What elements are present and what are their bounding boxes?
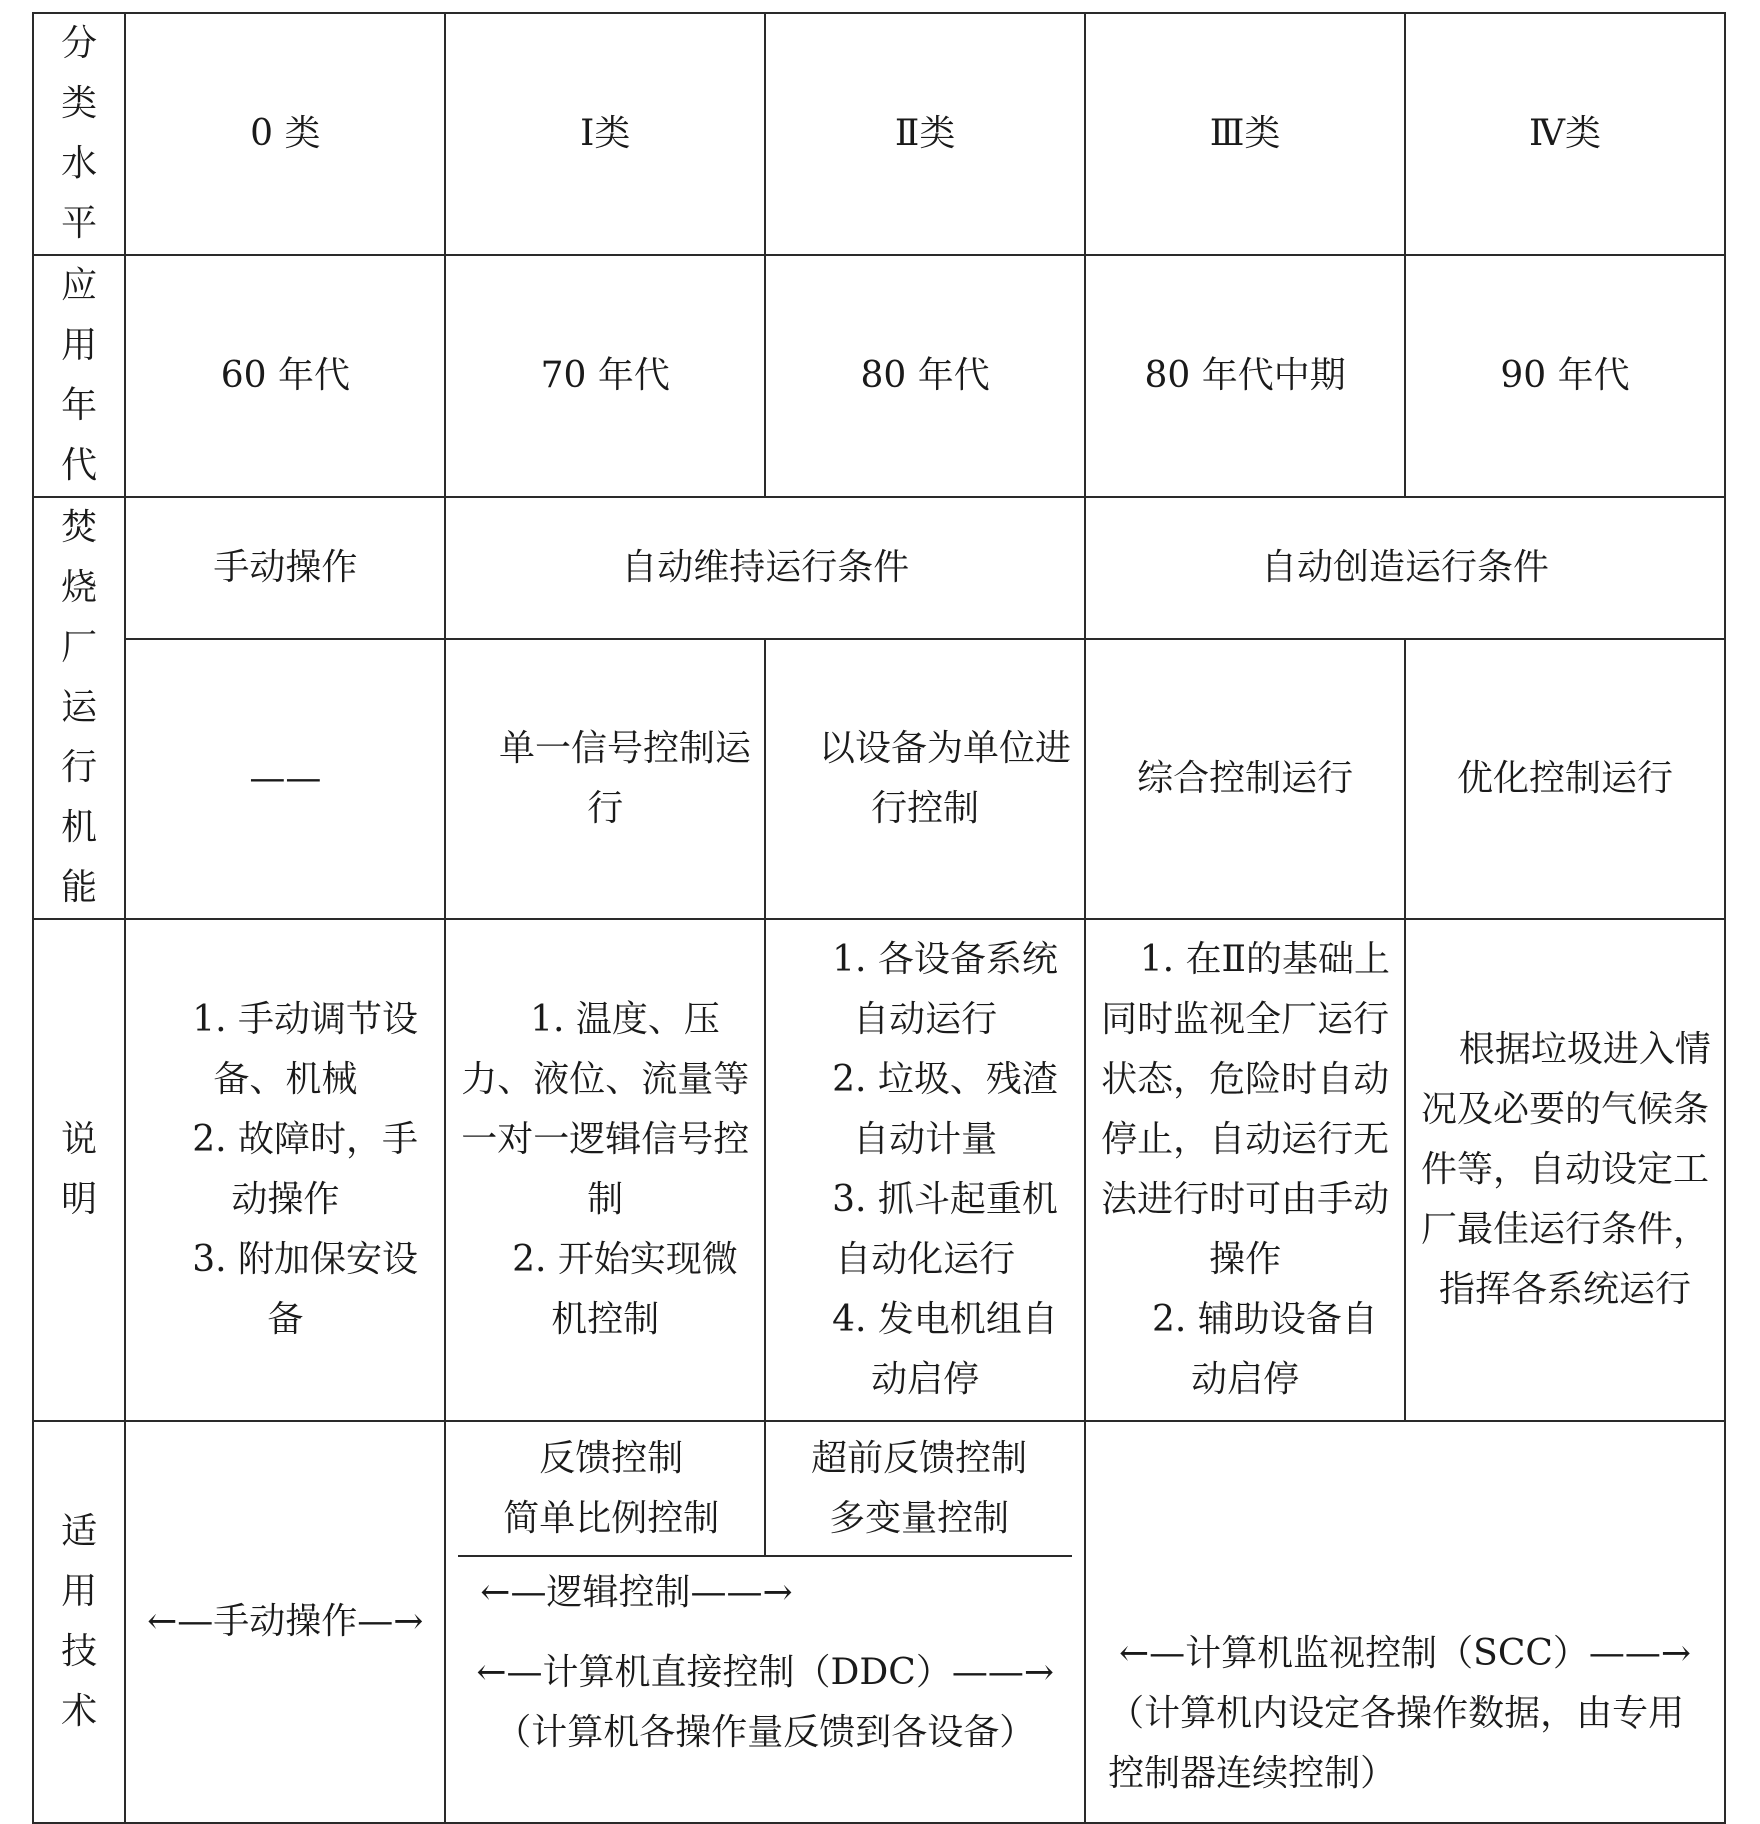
- description-class-2-item-4: 4. 发电机组自动启停: [832, 1299, 1058, 1400]
- technology-class-1-methods: [458, 1422, 765, 1556]
- technology-feedforward-control: 超前反馈控制: [811, 1437, 1028, 1479]
- function-group-auto-maintain: 自动维持运行条件: [445, 497, 1085, 639]
- description-class-3: [1085, 919, 1405, 1421]
- row-label-technology: 适用技术: [33, 1421, 125, 1823]
- function-group-manual: 手动操作: [125, 497, 445, 639]
- row-label-classification: 分类水平: [33, 13, 125, 255]
- description-class-0-item-3: 3. 附加保安设备: [192, 1239, 419, 1340]
- description-class-2-item-2: 2. 垃圾、残渣自动计量: [832, 1059, 1058, 1160]
- class-3-header: Ⅲ类: [1085, 13, 1405, 255]
- function-detail-row: [33, 639, 1725, 919]
- technology-ddc-note: （计算机各操作量反馈到各设备）: [495, 1712, 1036, 1753]
- description-class-0-item-1: 1. 手动调节设备、机械: [192, 999, 419, 1100]
- era-class-0: 60 年代: [125, 255, 445, 497]
- function-detail-class-1: [445, 639, 765, 919]
- technology-multivariable-control: 多变量控制: [829, 1497, 1010, 1539]
- function-detail-class-2: [765, 639, 1085, 919]
- function-group-auto-create: 自动创造运行条件: [1085, 497, 1725, 639]
- incineration-control-classification-table: [32, 12, 1726, 1824]
- technology-ddc-subtable: [458, 1422, 1072, 1822]
- description-row: [33, 919, 1725, 1421]
- technology-manual-text: ←—手动操作—→: [147, 1601, 424, 1642]
- era-class-2: 80 年代: [765, 255, 1085, 497]
- era-class-4: 90 年代: [1405, 255, 1725, 497]
- technology-scc-block: [1085, 1421, 1725, 1823]
- row-label-description: 说明: [33, 919, 125, 1421]
- function-detail-class-4: 优化控制运行: [1405, 639, 1725, 919]
- era-class-1: 70 年代: [445, 255, 765, 497]
- function-detail-class-1-text: 单一信号控制运行: [499, 728, 752, 830]
- technology-scc-title: ←—计算机监视控制（SCC）——→: [1119, 1633, 1692, 1674]
- class-4-header: Ⅳ类: [1405, 13, 1725, 255]
- row-label-function: 焚烧厂运行机能: [33, 497, 125, 919]
- description-class-2: [765, 919, 1085, 1421]
- technology-logic-control: ←—逻辑控制——→: [480, 1572, 793, 1613]
- function-group-row: [33, 497, 1725, 639]
- class-0-header: 0 类: [125, 13, 445, 255]
- description-class-1: [445, 919, 765, 1421]
- technology-simple-proportional-control: 简单比例控制: [503, 1497, 720, 1539]
- technology-scc-note: （计算机内设定各操作数据，由专用控制器连续控制）: [1108, 1693, 1685, 1794]
- description-class-4: [1405, 919, 1725, 1421]
- technology-ddc-title: ←—计算机直接控制（DDC）——→: [476, 1652, 1054, 1693]
- era-row: [33, 255, 1725, 497]
- technology-manual: [125, 1421, 445, 1823]
- description-class-2-item-1: 1. 各设备系统自动运行: [832, 939, 1058, 1040]
- description-class-1-item-1: 1. 温度、压力、液位、流量等一对一逻辑信号控制: [461, 999, 750, 1220]
- technology-logic-ddc: [458, 1556, 1072, 1822]
- description-class-2-item-3: 3. 抓斗起重机自动化运行: [832, 1179, 1058, 1280]
- description-class-3-item-1: 1. 在Ⅱ的基础上同时监视全厂运行状态，危险时自动停止，自动运行无法进行时可由手动操作: [1101, 939, 1391, 1280]
- technology-row: [33, 1421, 1725, 1823]
- class-2-header: Ⅱ类: [765, 13, 1085, 255]
- header-row: [33, 13, 1725, 255]
- description-class-0: [125, 919, 445, 1421]
- technology-feedback-control: 反馈控制: [539, 1437, 684, 1479]
- description-class-3-item-2: 2. 辅助设备自动启停: [1151, 1299, 1378, 1400]
- row-label-era: 应用年代: [33, 255, 125, 497]
- function-detail-class-0: ——: [125, 639, 445, 919]
- technology-class-2-methods: [765, 1422, 1072, 1556]
- class-1-header: Ⅰ类: [445, 13, 765, 255]
- function-detail-class-3: 综合控制运行: [1085, 639, 1405, 919]
- era-class-3: 80 年代中期: [1085, 255, 1405, 497]
- function-detail-class-2-text: 以设备为单位进行控制: [818, 728, 1071, 830]
- technology-ddc-block: [445, 1421, 1085, 1823]
- description-class-0-item-2: 2. 故障时，手动操作: [192, 1119, 419, 1220]
- description-class-4-item-1: 根据垃圾进入情况及必要的气候条件等，自动设定工厂最佳运行条件，指挥各系统运行: [1421, 1029, 1711, 1310]
- description-class-1-item-2: 2. 开始实现微机控制: [512, 1239, 738, 1340]
